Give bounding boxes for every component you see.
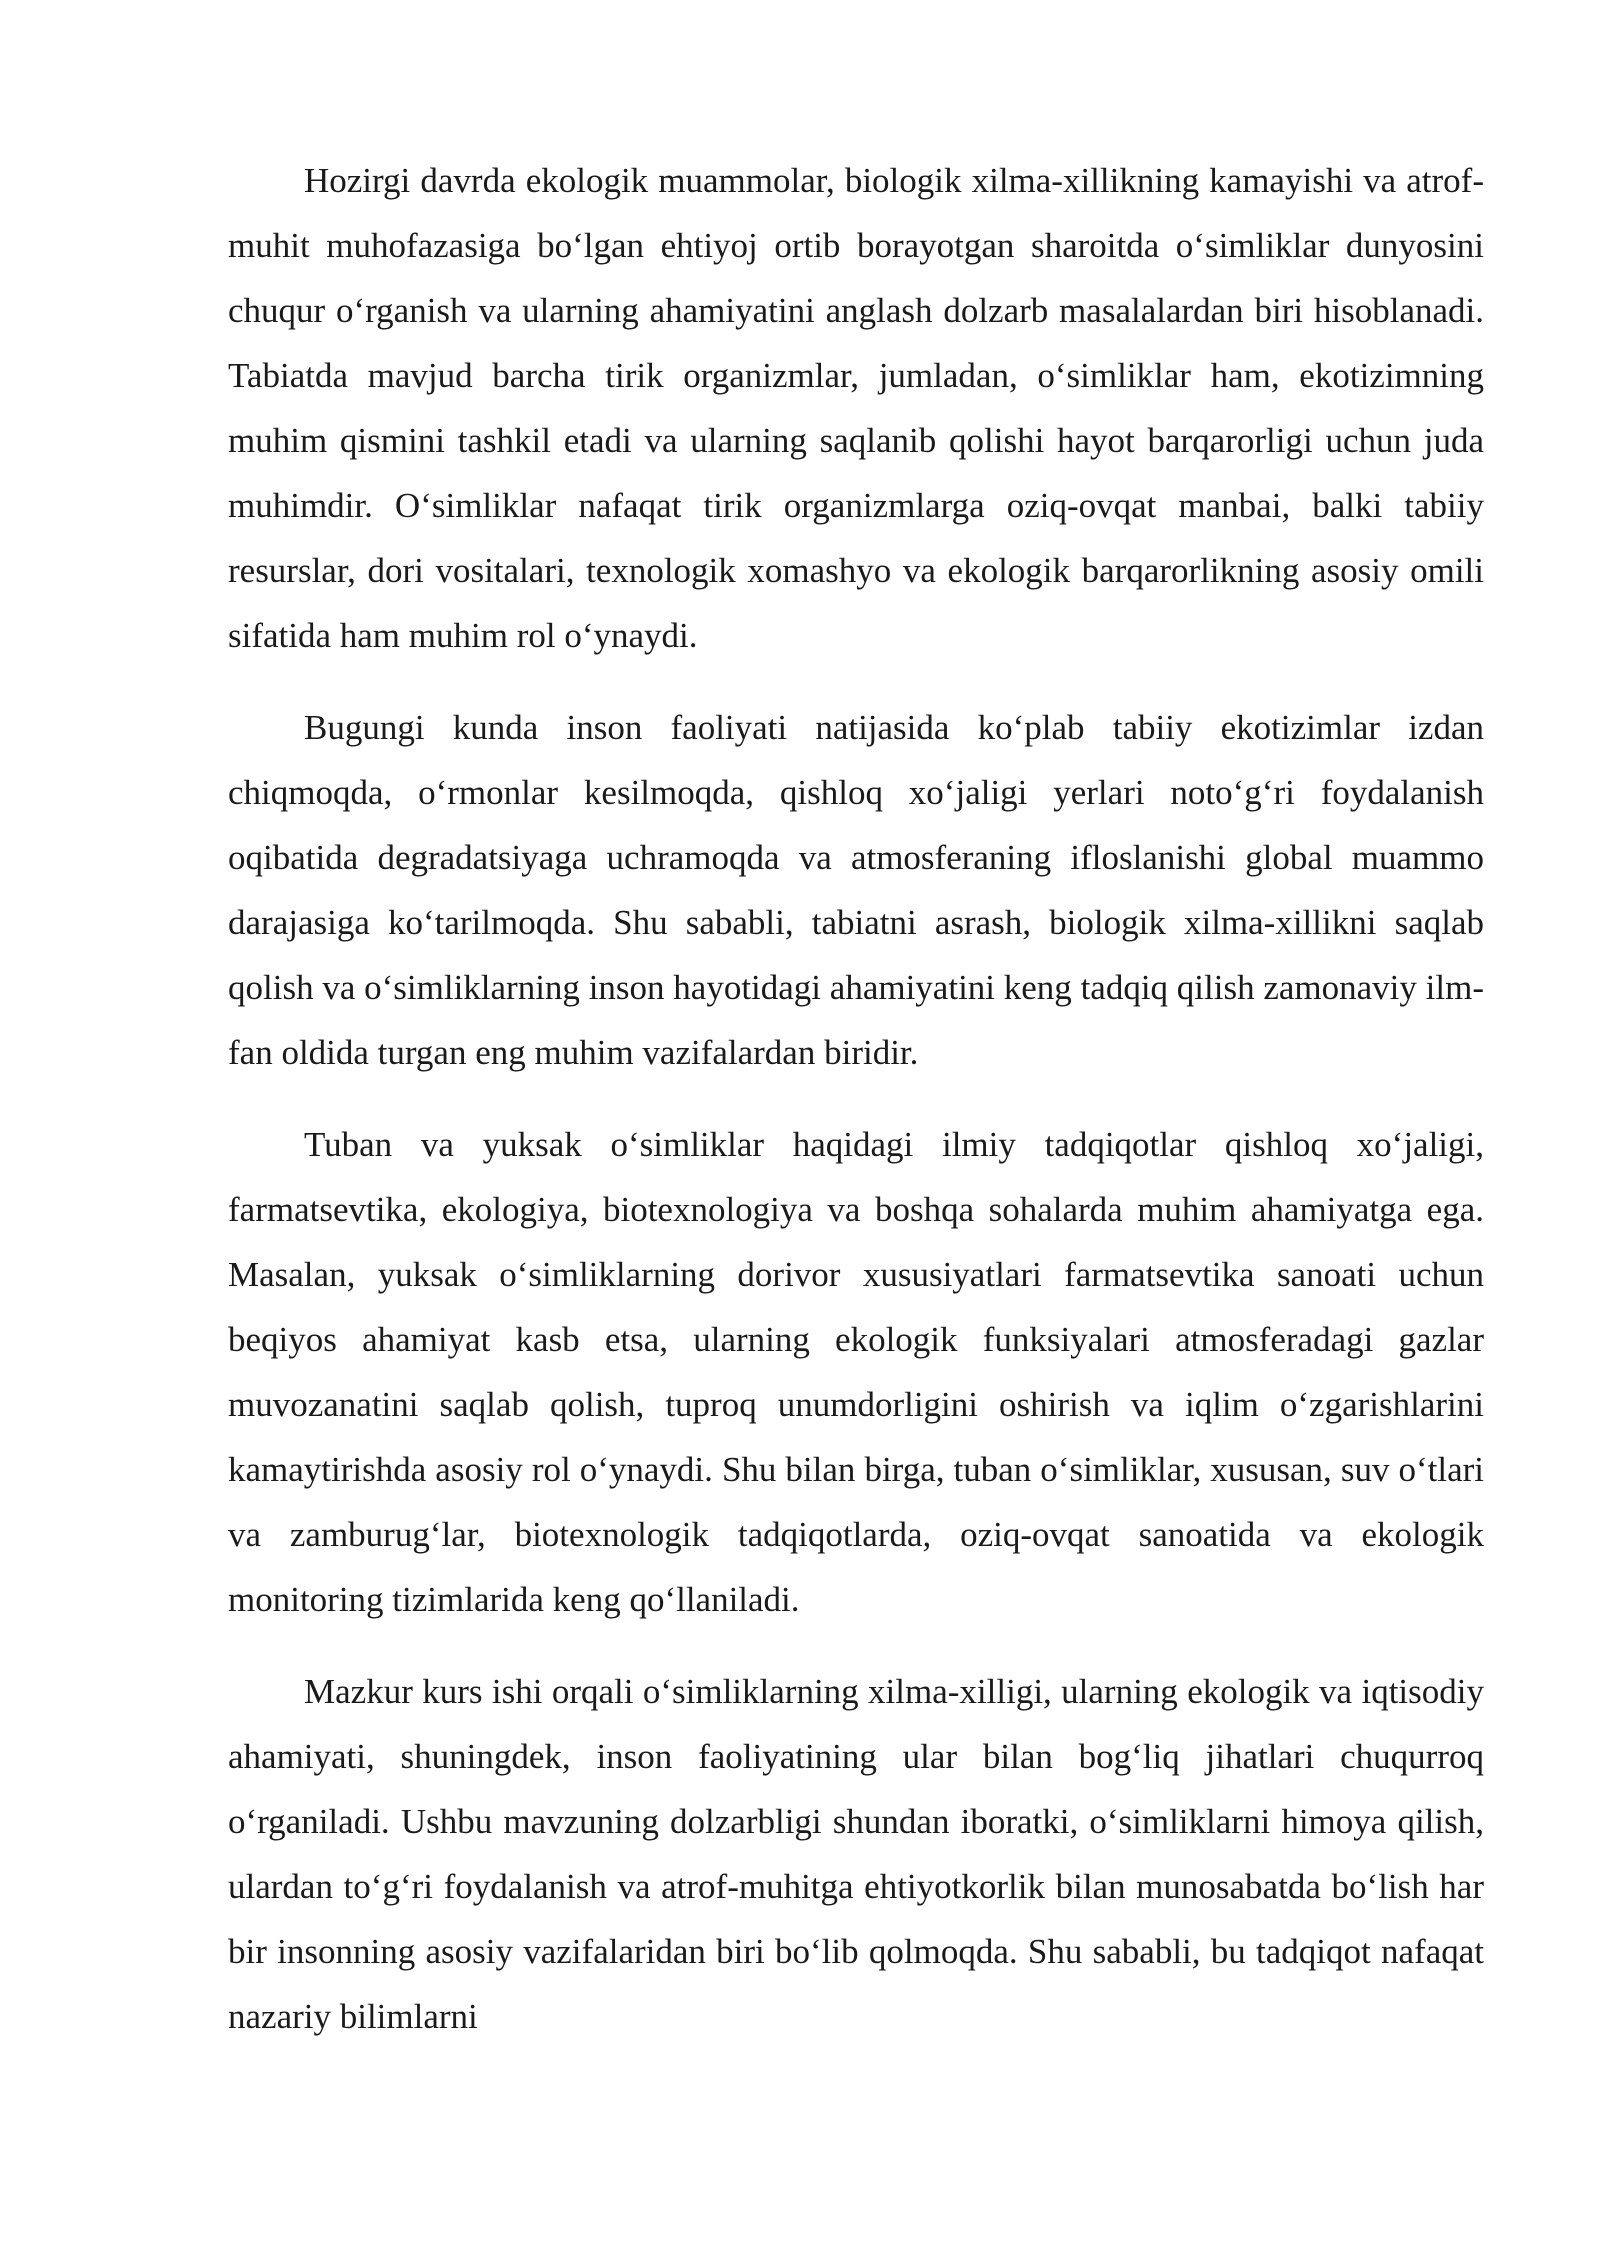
paragraph-4: Mazkur kurs ishi orqali o‘simliklarning xilma-xilligi, ularning ekologik va iqtisodiy ahamiyati, shuningdek, inson faoliyatining ular bilan bog‘liq jihatlari chuqurroq o‘rganiladi. Ushbu mavzuning dolzarbligi shundan iboratki, o‘simliklarni himoya qilish, ulardan to‘g‘ri foydalanish va atrof-muhitga ehtiyotkorlik bilan munosabatda bo‘lish har bir insonning asosiy vazifalaridan biri bo‘lib qolmoqda. Shu sababli, bu tadqiqot nafaqat nazariy bilimlarni [228, 1672, 1484, 2036]
paragraph-2: Bugungi kunda inson faoliyati natijasida ko‘plab tabiiy ekotizimlar izdan chiqmoqda, o‘rmonlar kesilmoqda, qishloq xo‘jaligi yerlari noto‘g‘ri foydalanish oqibatida degradatsiyaga uchramoqda va atmosferaning ifloslanishi global muammo darajasiga ko‘tarilmoqda. Shu sababli, tabiatni asrash, biologik xilma-xillikni saqlab qolish va o‘simliklarning inson hayotidagi ahamiyatini keng tadqiq qilish zamonaviy ilm-fan oldida turgan eng muhim vazifalardan biridir. [228, 708, 1484, 1072]
paragraph-1: Hozirgi davrda ekologik muammolar, biologik xilma-xillikning kamayishi va atrof-muhit muhofazasiga bo‘lgan ehtiyoj ortib borayotgan sharoitda o‘simliklar dunyosini chuqur o‘rganish va ularning ahamiyatini anglash dolzarb masalalardan biri hisoblanadi. Tabiatda mavjud barcha tirik organizmlar, jumladan, o‘simliklar ham, ekotizimning muhim qismini tashkil etadi va ularning saqlanib qolishi hayot barqarorligi uchun juda muhimdir. O‘simliklar nafaqat tirik organizmlarga oziq-ovqat manbai, balki tabiiy resurslar, dori vositalari, texnologik xomashyo va ekologik barqarorlikning asosiy omili sifatida ham muhim rol o‘ynaydi. [228, 161, 1484, 655]
paragraph-3: Tuban va yuksak o‘simliklar haqidagi ilmiy tadqiqotlar qishloq xo‘jaligi, farmatsevtika, ekologiya, biotexnologiya va boshqa sohalarda muhim ahamiyatga ega. Masalan, yuksak o‘simliklarning dorivor xususiyatlari farmatsevtika sanoati uchun beqiyos ahamiyat kasb etsa, ularning ekologik funksiyalari atmosferadagi gazlar muvozanatini saqlab qolish, tuproq unumdorligini oshirish va iqlim o‘zgarishlarini kamaytirishda asosiy rol o‘ynaydi. Shu bilan birga, tuban o‘simliklar, xususan, suv o‘tlari va zamburug‘lar, biotexnologik tadqiqotlarda, oziq-ovqat sanoatida va ekologik monitoring tizimlarida keng qo‘llaniladi. [228, 1125, 1484, 1619]
document-body [228, 148, 1484, 2076]
